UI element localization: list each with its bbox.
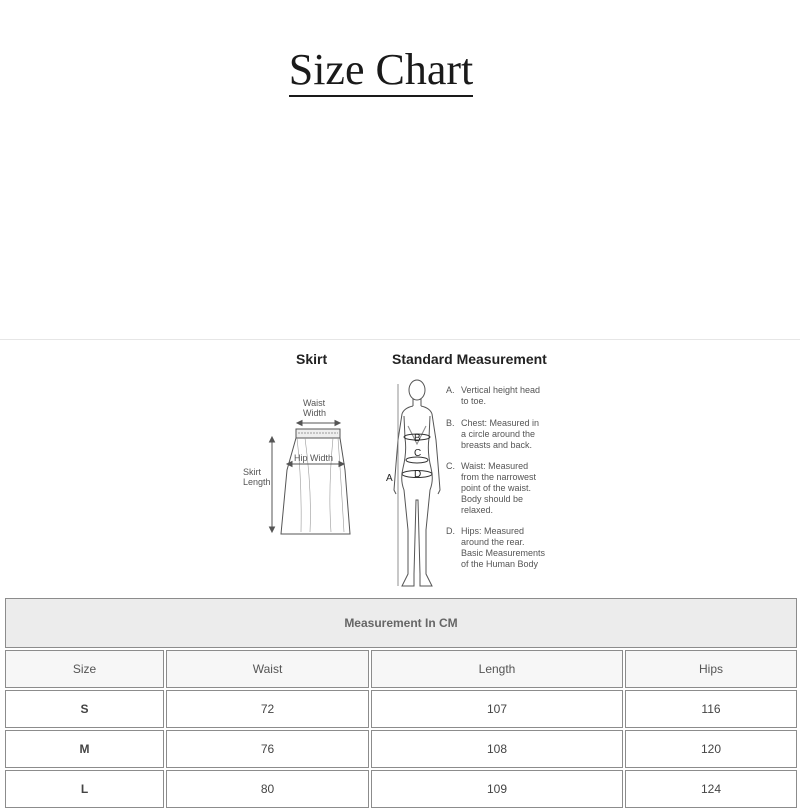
svg-text:point of the waist.: point of the waist. [461, 483, 532, 493]
header-hips: Hips [625, 650, 797, 688]
cell-waist: 80 [166, 770, 369, 808]
svg-text:Basic Measurements: Basic Measurements [461, 548, 546, 558]
cell-waist: 76 [166, 730, 369, 768]
marker-b: B [414, 433, 421, 444]
note-c [446, 461, 537, 515]
svg-text:Body should be: Body should be [461, 494, 524, 504]
waist-width-label-1: Waist [303, 398, 326, 408]
cell-hips: 120 [625, 730, 797, 768]
table-caption: Measurement In CM [5, 598, 797, 648]
size-table-wrapper [3, 596, 799, 810]
svg-text:of the Human Body: of the Human Body [461, 559, 539, 569]
marker-d: D [414, 469, 422, 480]
cell-length: 108 [371, 730, 623, 768]
cell-length: 109 [371, 770, 623, 808]
note-b [446, 418, 539, 450]
measurement-diagram [0, 340, 800, 592]
cell-size: L [5, 770, 164, 808]
waist-width-arrow [297, 421, 340, 426]
skirt-length-label-2: Length [243, 477, 271, 487]
marker-a: A [386, 473, 393, 484]
skirt-length-label-1: Skirt [243, 467, 261, 477]
skirt-heading: Skirt [296, 351, 328, 367]
page-title-text: Size Chart [289, 45, 474, 97]
size-table [3, 596, 799, 810]
svg-text:D.: D. [446, 526, 455, 536]
svg-text:from the narrowest: from the narrowest [461, 472, 537, 482]
cell-hips: 116 [625, 690, 797, 728]
svg-text:breasts and back.: breasts and back. [461, 440, 533, 450]
marker-c: C [414, 448, 422, 459]
table-row [5, 730, 797, 768]
body-measure-lines [398, 384, 432, 586]
page-title [0, 44, 762, 96]
svg-text:a circle around the: a circle around the [461, 429, 536, 439]
note-d [446, 526, 546, 569]
measurement-diagram-svg [0, 340, 800, 592]
header-size: Size [5, 650, 164, 688]
svg-text:to toe.: to toe. [461, 396, 487, 406]
body-figure [394, 380, 440, 586]
svg-text:around the rear.: around the rear. [461, 537, 525, 547]
table-row [5, 690, 797, 728]
note-a [446, 385, 540, 406]
svg-text:Waist: Measured: Waist: Measured [461, 461, 529, 471]
cell-size: M [5, 730, 164, 768]
table-row [5, 770, 797, 808]
table-header-row [5, 650, 797, 688]
header-length: Length [371, 650, 623, 688]
hip-width-label: Hip Width [294, 453, 334, 463]
standard-measurement-heading: Standard Measurement [392, 351, 547, 367]
cell-size: S [5, 690, 164, 728]
skirt-illustration [281, 429, 350, 534]
waist-width-label-2: Width [303, 408, 327, 418]
table-caption-row [5, 598, 797, 648]
cell-waist: 72 [166, 690, 369, 728]
svg-text:B.: B. [446, 418, 455, 428]
svg-text:C.: C. [446, 461, 455, 471]
cell-hips: 124 [625, 770, 797, 808]
svg-text:Vertical height head: Vertical height head [461, 385, 541, 395]
svg-text:A.: A. [446, 385, 455, 395]
cell-length: 107 [371, 690, 623, 728]
header-waist: Waist [166, 650, 369, 688]
svg-text:Chest: Measured in: Chest: Measured in [461, 418, 540, 428]
svg-text:relaxed.: relaxed. [461, 505, 494, 515]
svg-text:Hips: Measured: Hips: Measured [461, 526, 525, 536]
